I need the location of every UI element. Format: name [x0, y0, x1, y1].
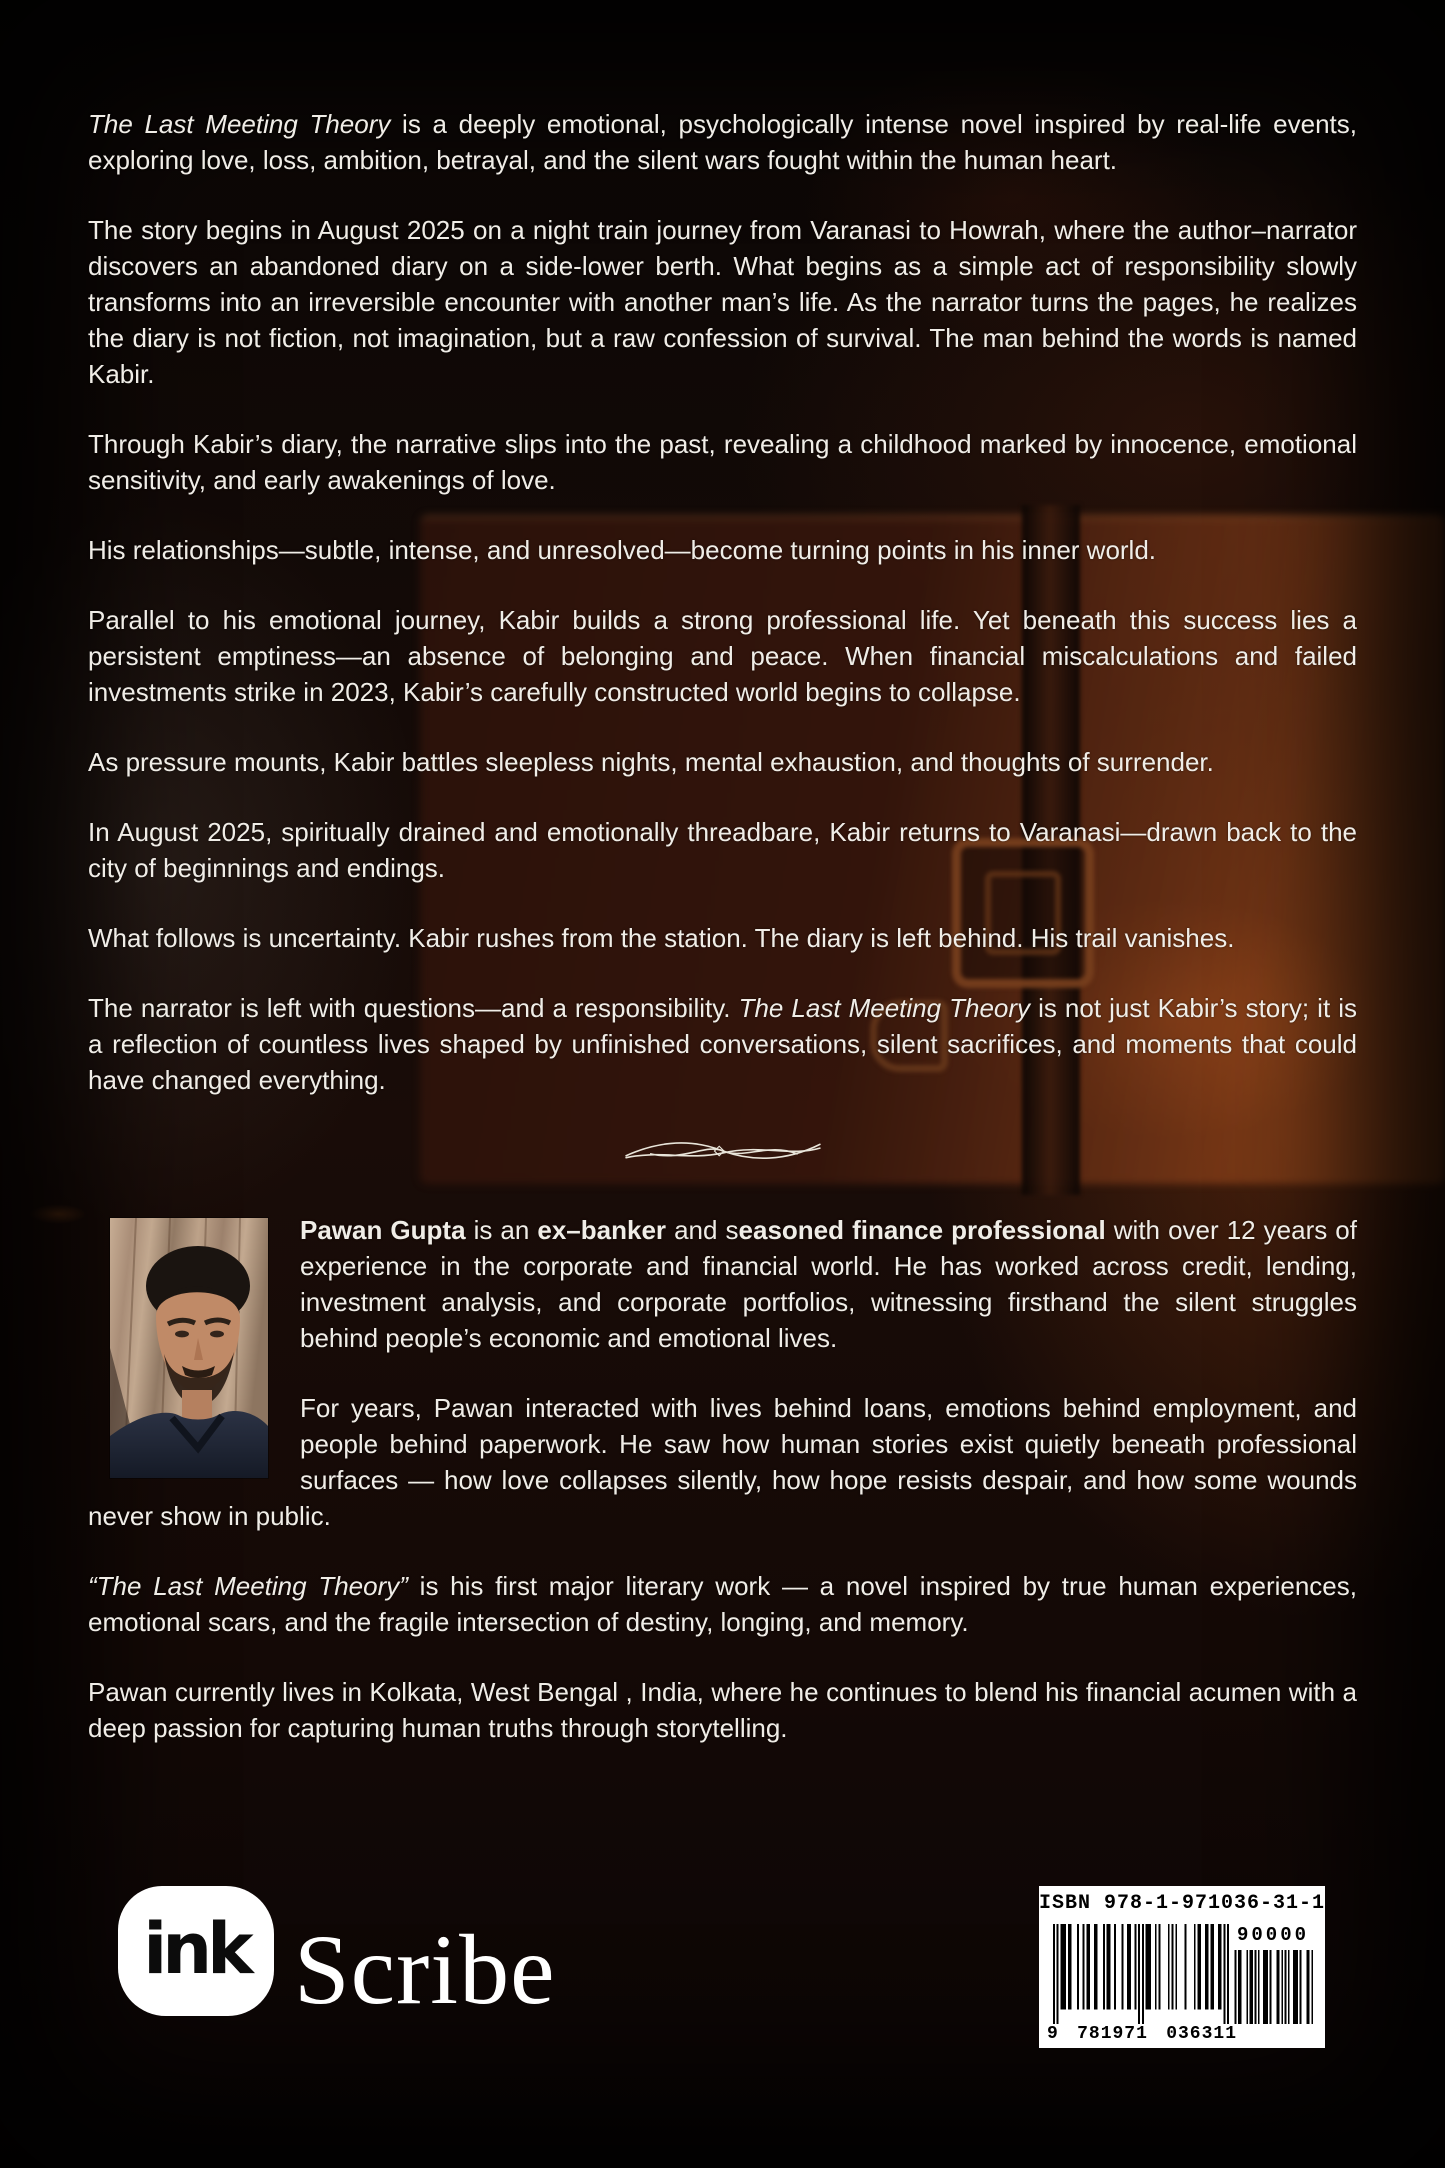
author-paragraph: “The Last Meeting Theory” is his first major literary work — a novel inspired by true human experiences, emotional scars, and the fragile intersection of destiny, longing, and memory.	[88, 1571, 1357, 1637]
synopsis-paragraph: Parallel to his emotional journey, Kabir builds a strong professional life. Yet beneath this success lies a persistent emptiness—an absence of belonging and peace. When financial miscalculations and failed investments strike in 2023, Kabir’s carefully constructed world begins to collapse.	[88, 605, 1357, 707]
ean13-barcode	[1053, 1924, 1229, 2024]
author-section	[88, 1212, 1357, 1746]
ean13-digit-left: 9	[1047, 2024, 1059, 2044]
synopsis-paragraph: What follows is uncertainty. Kabir rushes from the station. The diary is left behind. His trail vanishes.	[88, 923, 1235, 953]
scribe-wordmark: Scribe	[294, 1914, 556, 2025]
ean5-addon-barcode	[1233, 1950, 1313, 2024]
author-bio	[88, 1212, 1357, 1746]
synopsis-paragraph: The story begins in August 2025 on a night train journey from Varanasi to Howrah, where the author–narrator discovers an abandoned diary on a side-lower berth. What begins as a simple act of responsibility slowly transforms into an irreversible encounter with another man’s life. As the narrator turns the pages, he realizes the diary is not fiction, not imagination, but a raw confession of survival. The man behind the words is named Kabir.	[88, 215, 1357, 389]
author-paragraph: Pawan Gupta is an ex–banker and seasoned finance professional with over 12 years of experience in the corporate and financial world. He has worked across credit, lending, investment analysis, and corporate portfolios, witnessing firsthand the silent struggles behind people’s economic and emotional lives.	[300, 1215, 1357, 1353]
flourish-divider-icon	[614, 1132, 832, 1170]
author-photo	[110, 1218, 268, 1478]
ean13-digit-group1: 781971	[1077, 2024, 1148, 2044]
ink-logo-badge	[118, 1886, 274, 2016]
synopsis	[88, 106, 1357, 1098]
synopsis-paragraph: As pressure mounts, Kabir battles sleepless nights, mental exhaustion, and thoughts of surrender.	[88, 747, 1214, 777]
publisher-logo	[118, 1886, 556, 2025]
synopsis-paragraph: The narrator is left with questions—and a responsibility. The Last Meeting Theory is not just Kabir’s story; it is a reflection of countless lives shaped by unfinished conversations, silent sacrifices, and moments that could have changed everything.	[88, 993, 1357, 1095]
synopsis-paragraph: His relationships—subtle, intense, and unresolved—become turning points in his inner world.	[88, 535, 1157, 565]
synopsis-paragraph: Through Kabir’s diary, the narrative slips into the past, revealing a childhood marked by innocence, emotional sensitivity, and early awakenings of love.	[88, 429, 1357, 495]
isbn-barcode-block	[1039, 1886, 1325, 2048]
ean13-digits	[1047, 2024, 1237, 2044]
author-paragraph: Pawan currently lives in Kolkata, West Bengal , India, where he continues to blend his financial acumen with a deep passion for capturing human truths through storytelling.	[88, 1677, 1357, 1743]
price-addon-code: 90000	[1236, 1924, 1309, 1946]
synopsis-paragraph: The Last Meeting Theory is a deeply emotional, psychologically intense novel inspired by real-life events, exploring love, loss, ambition, betrayal, and the silent wars fought within the human heart.	[88, 109, 1357, 175]
ink-logo-text: ink	[143, 1908, 249, 1990]
ean13-digit-group2: 036311	[1166, 2024, 1237, 2044]
author-paragraph: For years, Pawan interacted with lives behind loans, emotions behind employment, and people behind paperwork. He saw how human stories exist quietly beneath professional surfaces — how love collapses silently, how hope resists despair, and how some wounds never show in public.	[88, 1393, 1357, 1531]
synopsis-paragraph: In August 2025, spiritually drained and emotionally threadbare, Kabir returns to Varanasi—drawn back to the city of beginnings and endings.	[88, 817, 1357, 883]
isbn-label: ISBN 978-1-971036-31-1	[1039, 1892, 1326, 1915]
author-portrait-image	[110, 1218, 268, 1478]
